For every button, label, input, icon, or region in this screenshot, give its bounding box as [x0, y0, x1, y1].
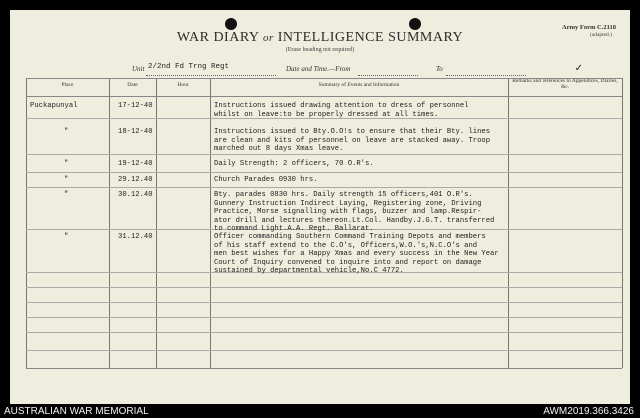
row-rule — [26, 317, 622, 318]
entry-date: 18-12-40 — [118, 128, 153, 136]
footer-credit: AUSTRALIAN WAR MEMORIAL — [4, 406, 149, 417]
entry-date: 29.12.40 — [118, 176, 153, 184]
entry-summary: Daily Strength: 2 officers, 70 O.R's. — [214, 160, 374, 168]
entry-summary: Officer commanding Southern Command Training Depots and members of his staff extend to the C.O's, Officers,W.O.'s,N.C.O's and men best wishes for a Happy Xmas and every success in the New Year Court of Inquiry convened to inquire into and report on damage sustained by departmental vehicle,No.C 4772. — [214, 233, 499, 275]
entry-place: " — [64, 176, 69, 184]
row-rule — [26, 187, 622, 188]
punch-hole-left — [225, 18, 237, 30]
grid-line — [109, 78, 110, 368]
grid-line — [26, 96, 622, 97]
grid-line — [210, 78, 211, 368]
unit-value: 2/2nd Fd Trng Regt — [148, 63, 230, 71]
title-intelligence-summary: INTELLIGENCE SUMMARY — [277, 30, 464, 45]
grid-line — [508, 78, 509, 368]
entry-summary: Church Parades 0930 hrs. — [214, 176, 318, 184]
entry-place: " — [64, 128, 69, 136]
entry-place: Puckapunyal — [30, 102, 78, 110]
grid-line — [156, 78, 157, 368]
entry-summary: Bty. parades 0830 hrs. Daily strength 15 officers,401 O.R's. Gunnery Instruction Indirect Laying, Registering zone, Driving Practice, Morse signalling with flags, buzzer and lamp.Respir- ator drill and lectures thereon.Lt.Col. Handby.J.G.T. transferred to command Light.A.A. Regt. Ballarat. — [214, 191, 495, 233]
to-label: To — [436, 65, 443, 73]
from-underline — [358, 75, 418, 76]
row-rule — [26, 332, 622, 333]
unit-underline — [146, 75, 276, 76]
entry-date: 19-12-40 — [118, 160, 153, 168]
grid-line — [26, 368, 622, 369]
grid-line — [622, 78, 623, 368]
army-form-label: Army Form C.2118 — [562, 24, 616, 31]
title-war-diary: WAR DIARY — [176, 30, 259, 45]
row-rule — [26, 350, 622, 351]
diary-sheet — [10, 10, 630, 404]
row-rule — [26, 287, 622, 288]
entry-place: " — [64, 191, 69, 199]
unit-label: Unit — [132, 65, 145, 73]
to-underline — [446, 75, 526, 76]
entry-place: " — [64, 233, 69, 241]
erase-note: (Erase heading not required) — [285, 47, 355, 53]
grid-line — [26, 78, 27, 368]
col-header-summary: Summary of Events and Information — [318, 82, 400, 88]
col-header-remarks: Remarks and references to Appendices, Diaries, &c. — [512, 78, 618, 90]
entry-date: 31.12.40 — [118, 233, 153, 241]
entry-place: " — [64, 160, 69, 168]
adapted-label: (adapted.) — [589, 32, 612, 38]
entry-summary: Instructions issued to Bty.O.O!s to ensure that their Bty. lines are clean and kits of personnel on leave are stacked away. Troop marched out 8 days Xmas leave. — [214, 128, 491, 153]
title-or: or — [262, 32, 274, 44]
page-title — [10, 30, 630, 46]
row-rule — [26, 172, 622, 173]
pencil-mark-icon: ✓ — [574, 63, 583, 74]
row-rule — [26, 302, 622, 303]
footer-accession-number: AWM2019.366.3426 — [543, 406, 634, 417]
col-header-date: Date — [127, 82, 138, 88]
entry-date: 30.12.40 — [118, 191, 153, 199]
punch-hole-right — [409, 18, 421, 30]
col-header-place: Place — [61, 82, 74, 88]
grid-line — [26, 78, 622, 79]
entry-summary: Instructions issued drawing attention to dress of personnel whilst on leave:to be properly dressed at all times. — [214, 102, 469, 119]
col-header-hour: Hour — [177, 82, 189, 88]
date-time-label: Date and Time.—From — [286, 65, 351, 73]
entry-date: 17-12-40 — [118, 102, 153, 110]
row-rule — [26, 154, 622, 155]
